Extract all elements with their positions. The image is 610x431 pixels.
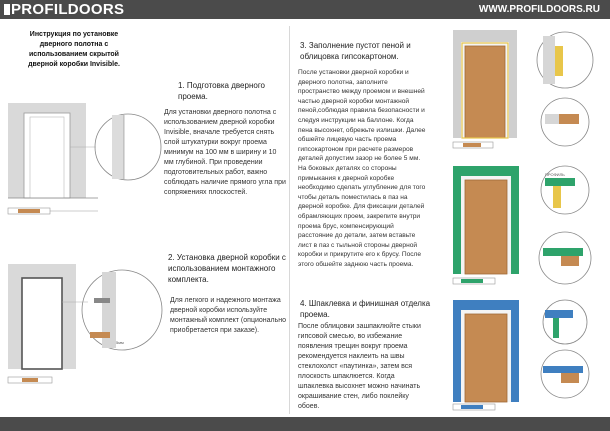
section-4-heading: 4. Шпаклевка и финишная отделка проема. — [300, 299, 431, 319]
header-bar — [0, 0, 610, 19]
diagram-foam-filling — [447, 22, 607, 152]
page-divider — [289, 26, 290, 414]
brand-name: PROFILDOORS — [11, 1, 125, 18]
logo-mark-icon — [4, 4, 10, 15]
diagram-frame-installation — [8, 262, 168, 387]
profile-label: ПРОФИЛЬ — [545, 172, 565, 177]
site-url[interactable]: WWW.PROFILDOORS.RU — [478, 4, 600, 15]
section-3-body: После установки дверной коробки и дверного полотна, заполните пространство между проемом и внешней частью дверной коробки монтажной пеной,соблюдая правила безопасности и следуя инструкции на баллоне. Когда пена высохнет, обрежьте излишки. Далее обшейте лицевую часть проема гипсокартоном при расчете размеров деталей допустим зазор не более 5 мм. На боковых деталях со стороны примыкания к дверной коробке необходимо сделать углубление для того чтобы деталь поместилась в паз на дверной коробке. Для фиксации деталей обрамляющих проем, закрепите внутри проема брус, компенсирующий расстояние до детали, затем вставьте лист в паз с тыльной стороны дверной коробки и прикрутите его к брусу. После этого обшейте заднюю часть проема. — [298, 69, 426, 268]
section-2-heading: 2. Установка дверной коробки с использованием монтажного комплекта. — [168, 253, 286, 284]
section-1-heading: 1. Подготовка дверного проема. — [178, 81, 266, 101]
diagram-finishing — [447, 294, 607, 414]
section-4-body: После облицовки зашпаклюйте стыки гипсовой смесью, во избежание появления трещин вокруг проема рекомендуется наклеить на швы стеклохолст «паутинка», затем вся плоскость шпаклюется. Когда шпаклевка высохнет можно начинать окрашивание стен, либо поклейку обоев. — [298, 323, 421, 410]
section-2-body: Для легкого и надежного монтажа дверной коробки используйте монтажный комплект (опционально приобретается при заказе). — [170, 297, 287, 334]
brand-logo — [4, 1, 124, 18]
diagram-drywall-cladding — [447, 160, 607, 292]
footer-bar — [0, 417, 610, 431]
diagram-opening-preparation — [8, 95, 163, 225]
document-title: Инструкция по установке дверного полотна с использованием скрытой дверной коробки Invisible. — [28, 31, 120, 68]
section-1-body: Для установки дверного полотна с использованием дверной коробки Invisible, вначале требуется снять слой штукатурки вокруг проема минимум на 100 мм в ширину и 10 мм глубиной. При проведении подготовительных работ, важно соблюдать наличие прямого угла при сопряжениях плоскостей. — [164, 109, 286, 196]
section-3-heading: 3. Заполнение пустот пеной и облицовка гипсокартоном. — [300, 41, 411, 61]
gap-label: 5мм — [116, 340, 124, 345]
